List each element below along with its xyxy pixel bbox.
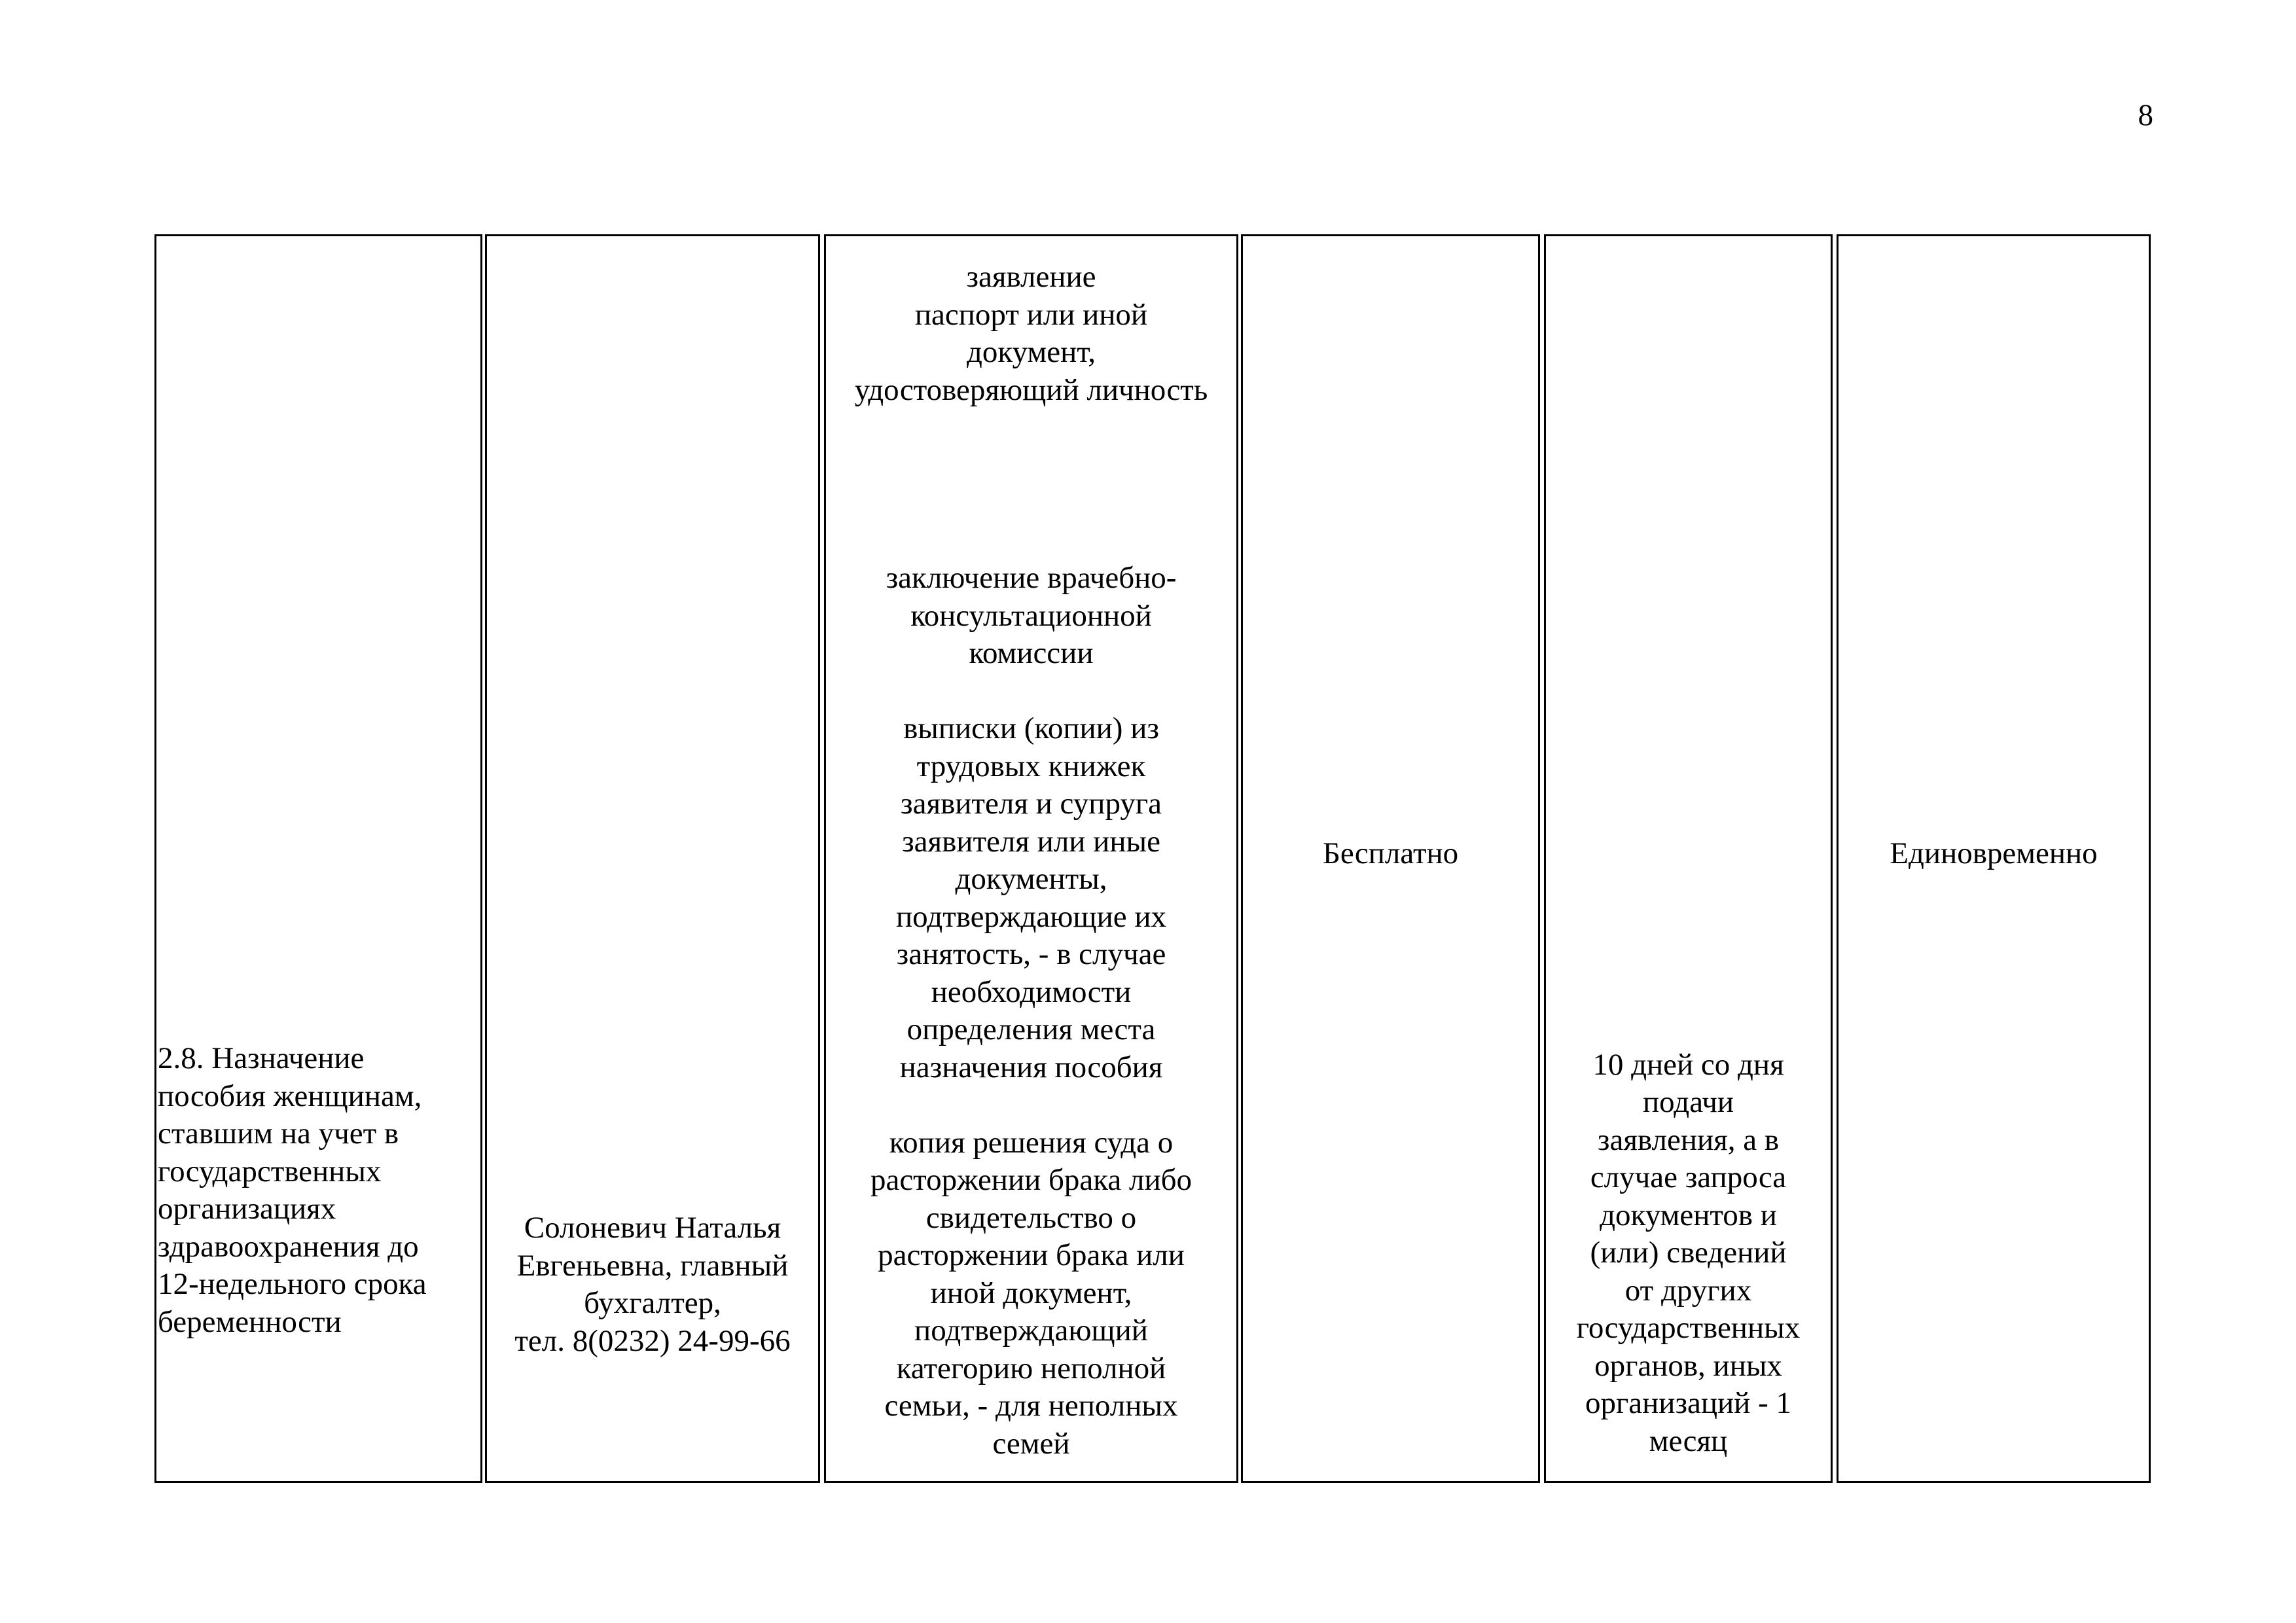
cell-validity-period — [1837, 234, 2151, 1483]
fee-text: Бесплатно — [1322, 836, 1459, 871]
cell-required-documents — [824, 234, 1238, 1483]
required-documents-text: заявление паспорт или иной документ, удостоверяющий личность заключение врачебно- консультационной комиссии выписки (копии) из трудовых книжек заявителя и супруга заявителя или иные документы, подтверждающие их занятость, - в случае необходимости определения места назначения пособия копия решения суда о расторжении брака либо свидетельство о расторжении брака или иной документ, подтверждающий категорию неполной семьи, - для неполных семей — [854, 260, 1208, 1461]
cell-service-name — [154, 234, 482, 1483]
service-name-text: 2.8. Назначение пособия женщинам, ставшим на учет в государственных организациях здравоохранения до 12-недельного срока беременности — [158, 1041, 427, 1339]
validity-period-text: Единовременно — [1890, 836, 2098, 871]
responsible-person-text: Солоневич Наталья Евгеньевна, главный бухгалтер, тел. 8(0232) 24-99-66 — [514, 1211, 791, 1358]
cell-fee — [1241, 234, 1540, 1483]
processing-term-text: 10 дней со дня подачи заявления, а в случае запроса документов и (или) сведений от других государственных органов, иных организаций - 1 месяц — [1576, 1047, 1801, 1458]
page-number: 8 — [2138, 98, 2153, 132]
cell-processing-term — [1544, 234, 1833, 1483]
cell-responsible-person — [485, 234, 820, 1483]
